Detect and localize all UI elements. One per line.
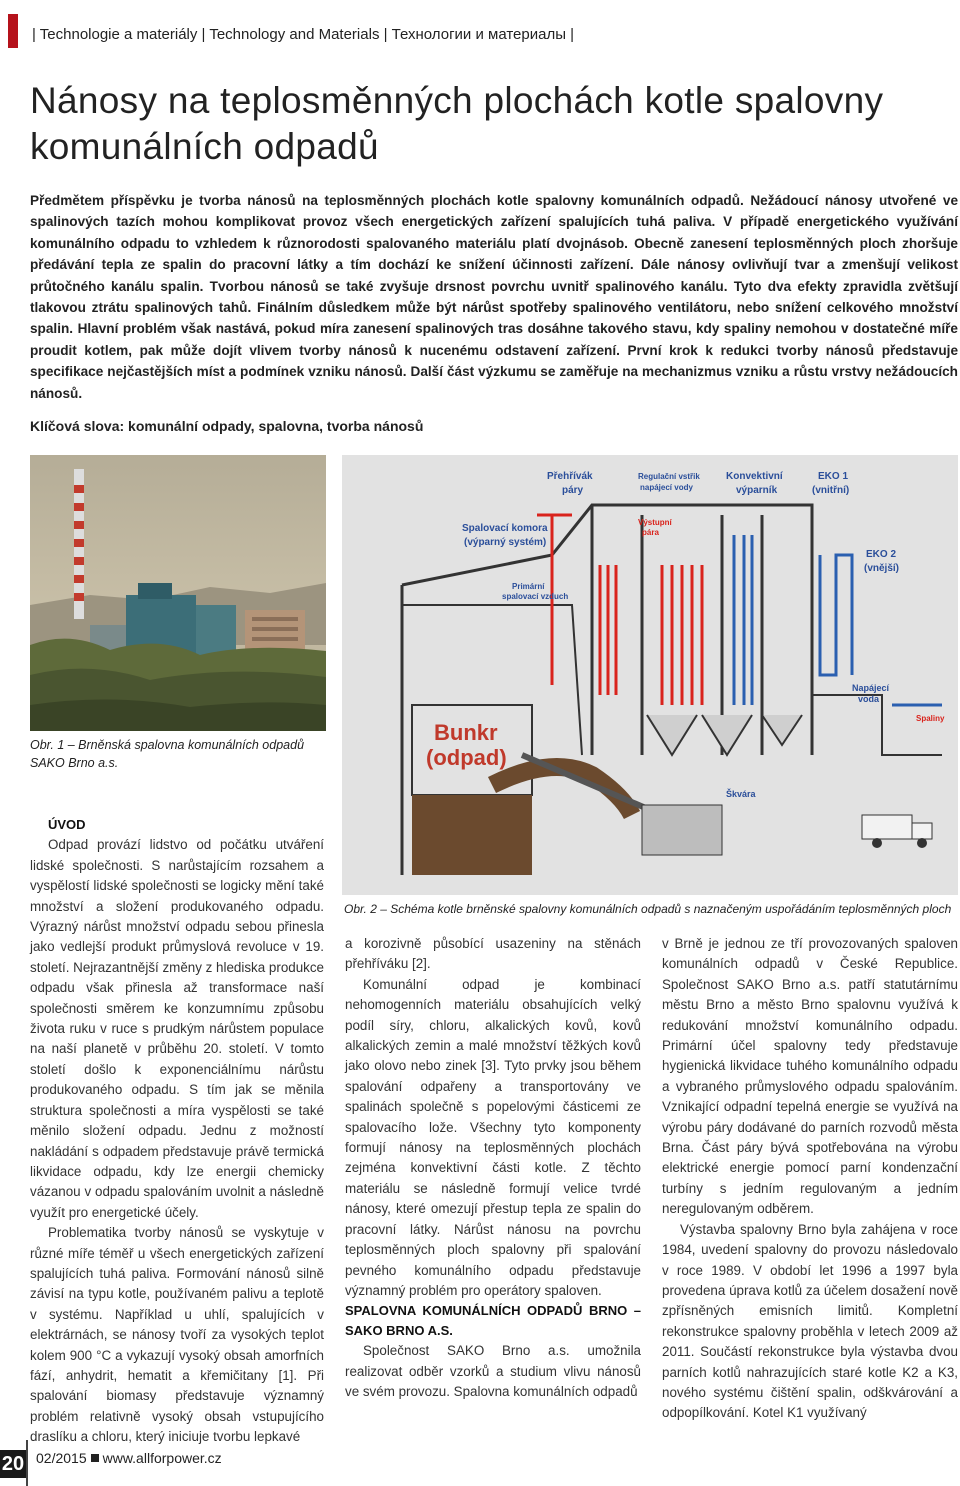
square-bullet-icon (91, 1454, 99, 1462)
footer-divider (26, 1440, 28, 1486)
label-regulacni-1: Regulační vstřik (638, 472, 700, 481)
accent-bar (8, 14, 18, 48)
label-bunkr: Bunkr (434, 720, 498, 745)
boiler-diagram (342, 455, 958, 895)
issue-number: 02/2015 (36, 1450, 87, 1466)
label-napajeci-1: Napájecí (852, 683, 890, 693)
label-eko1: EKO 1 (818, 471, 849, 482)
section-breadcrumb: | Technologie a materiály | Technology and Materials | Технологии и материалы | (32, 26, 575, 43)
website-link[interactable]: www.allforpower.cz (102, 1450, 222, 1466)
label-spaliny: Spaliny (916, 714, 945, 723)
keywords: Klíčová slova: komunální odpady, spalovna, tvorba nánosů (30, 418, 424, 434)
text-column-2 (345, 934, 641, 1403)
plant-photo (30, 455, 326, 731)
paragraph: Problematika tvorby nánosů se vyskytuje v různé míře téměř u všech energetických zařízení spalujících tuhá paliva. Formování nánosů silně závisí na typu kotle, používaném palivu a teplotě v systému. Například u uhlí, spalujících v elektrárnách, se nánosy tvoří za vysokých teplot kolem 900 °C a vykazují vysoký obsah amorfních fází, anhydrit, hematit a křemičitany [1]. Při spalování biomasy představuje významný problém relativně vysoký obsah vstupujícího draslíku a chloru, který iniciuje tvorbu lepkavé (30, 1225, 324, 1445)
label-eko1-sub: (vnitřní) (812, 485, 850, 496)
section-heading-spalovna: SPALOVNA KOMUNÁLNÍCH ODPADŮ BRNO – SAKO BRNO A.S. (345, 1303, 641, 1339)
label-spalovaci-1: Spalovací komora (462, 523, 548, 534)
label-regulacni-2: napájecí vody (640, 483, 693, 492)
label-skvara: Škvára (726, 789, 756, 799)
label-napajeci-2: voda (858, 694, 880, 704)
article-title: Nánosy na teplosměnných plochách kotle spalovny komunálních odpadů (30, 80, 884, 167)
figure1-caption: Obr. 1 – Brněnská spalovna komunálních odpadů SAKO Brno a.s. (30, 738, 305, 770)
label-spalovaci-2: (výparný systém) (464, 537, 547, 548)
label-bunkr-sub: (odpad) (426, 745, 507, 770)
paragraph: a korozivně působící usazeniny na stěnách přehříváku [2]. (345, 936, 641, 972)
label-prehrivak: Přehřívák (547, 471, 593, 482)
label-konvektivni-2: výparník (736, 485, 778, 496)
paragraph: Komunální odpad je kombinací nehomogenních materiálu obsahujících velký podíl síry, chloru, alkalických kovů, kovů alkalických zemin a malé množství těžkých kovů jako olovo nebo zinek [3]. Tyto prvky jsou během spalování odpařeny a transportovány ve spalinách společně s popelovými částicemi ze spalovacího lože. Všechny tyto komponenty formují nánosy na teplosměnných plochách zejména konvektivní části kotle. Z těchto materiálu se následně formují velice tvrdé nánosy, které omezují přestup tepla ze spalin do pracovní látky. Nárůst nánosu na povrchu teplosměnných ploch spalovny při spalování pevného komunálního odpadu představuje významný problém pro operátory spaloven. (345, 976, 641, 1298)
paragraph: Odpad provází lidstvo od počátku utváření lidské společnosti. S narůstajícím rozsahem a vyspělostí lidské společnosti se logicky mění také množství a složení produkovaného odpadu. Výrazný nárůst množství odpadu sebou přinesla jako vedlejší produkt průmyslová revoluce v 19. století. Nejrazantnější změny z hlediska produkce odpadu však přinesla až transformace naší společnosti směrem ke konzumnímu způsobu života ruku v ruce s prudkým nárůstem populace na naší planetě v průběhu 20. století. V tomto století došlo k exponenciálnímu nárůstu produkovaného odpadu. S tím jak se měnila struktura společnosti a míra vyspělosti se také měnilo složení odpadu. Jednu z možností nakládání s odpadem představuje právě termická likvidace odpadu, kdy lze energii chemicky vázanou v odpadu spalováním uvolnit a následně využít pro energetické účely. (30, 837, 324, 1220)
text-column-3 (662, 934, 958, 1424)
label-eko2-sub: (vnější) (864, 563, 900, 574)
section-heading-uvod: ÚVOD (48, 817, 86, 832)
label-primarni-1: Primární (512, 582, 545, 591)
label-konvektivni-1: Konvektivní (726, 471, 783, 482)
label-vystupni-2: pára (642, 528, 659, 537)
label-vystupni-1: Výstupní (638, 518, 672, 527)
label-primarni-2: spalovací vzduch (502, 592, 569, 601)
paragraph: Výstavba spalovny Brno byla zahájena v roce 1984, uvedení spalovny do provozu následovalo v roce 1989. V období let 1996 a 1997 byla provedena úprava kotlů za účelem dosažení nově zpřísněných emisních limitů. Kompletní rekonstrukce spalovny proběhla v letech 2009 až 2011. Součástí rekonstrukce byla výstavba dvou parních kotlů nahrazujících staré kotle K2 a K3, nového systému čištění spalin, odškvárování a odpopílkování. Kotel K1 využívaný (662, 1221, 958, 1421)
label-eko2: EKO 2 (866, 549, 897, 560)
paragraph: v Brně je jednou ze tří provozovaných spaloven komunálních odpadů v České Republice. Společnost SAKO Brno a.s. patří statutárnímu městu Brno a město Brno spalovnu využívá k redukování množství komunálního odpadu. Primární účel spalovny tedy představuje hygienická likvidace tuhého komunálního odpadu a vybraného průmyslového odpadu spalováním. Vznikající odpadní tepelná energie se využívá na výrobu páry dodávané do parních rozvodů města Brna. Část páry bývá spotřebována na výrobu elektrické energie pomocí parní kondenzační turbíny s jedním regulovaným a jedním neregulovaným odběrem. (662, 936, 958, 1217)
label-pary: páry (562, 485, 584, 496)
paragraph: Společnost SAKO Brno a.s. umožnila realizovat odběr vzorků a studium vlivu nánosů ve svém provozu. Spalovna komunálních odpadů (345, 1343, 641, 1400)
page-number: 20 (0, 1450, 26, 1478)
figure2-caption: Obr. 2 – Schéma kotle brněnské spalovny komunálních odpadů s naznačeným uspořádáním teplosměnných ploch (344, 902, 952, 916)
footer (36, 1450, 222, 1466)
text-column-1 (30, 815, 324, 1448)
abstract: Předmětem příspěvku je tvorba nánosů na teplosměnných plochách kotle spalovny komunálních odpadů. Nežádoucí nánosy utvořené ve spalinových tazích mohou komplikovat provoz všech energetických zařízení spalujících tuhá paliva. V případě energetického využívání komunálního odpadu to vzhledem k různorodosti spalovaného materiálu platí dvojnásob. Obecně zanesení teplosměnných ploch zhoršuje předávání tepla ze spalin do pracovní látky a tím dochází ke snížení účinnosti zařízení. Dále nánosy ovlivňují tvar a zmenšují velikost průtočného kanálu spalin. Tvorbou nánosů se také zvyšuje drsnost povrchu uvnitř spalinového kanálu. Tyto dva efekty zpravidla zvětšují tlakovou ztrátu spalinových tahů. Finálním důsledkem může být nárůst spotřeby spalinového ventilátoru, nebo snížení celkového množství spalin. Hlavní problém však nastává, pokud míra zanesení spalinových tras dosáhne takového stavu, kdy spaliny nemohou v dostatečné míře proudit kotlem, pak může dojít vlivem tvorby nánosů k nucenému odstavení zařízení. První krok k redukci tvorby nánosů představuje specifikace nejčastějších míst a podmínek vzniku nánosů. Další část výzkumu se zaměřuje na mechanizmus vzniku a růstu vrstvy nežádoucích nánosů. (30, 193, 958, 401)
